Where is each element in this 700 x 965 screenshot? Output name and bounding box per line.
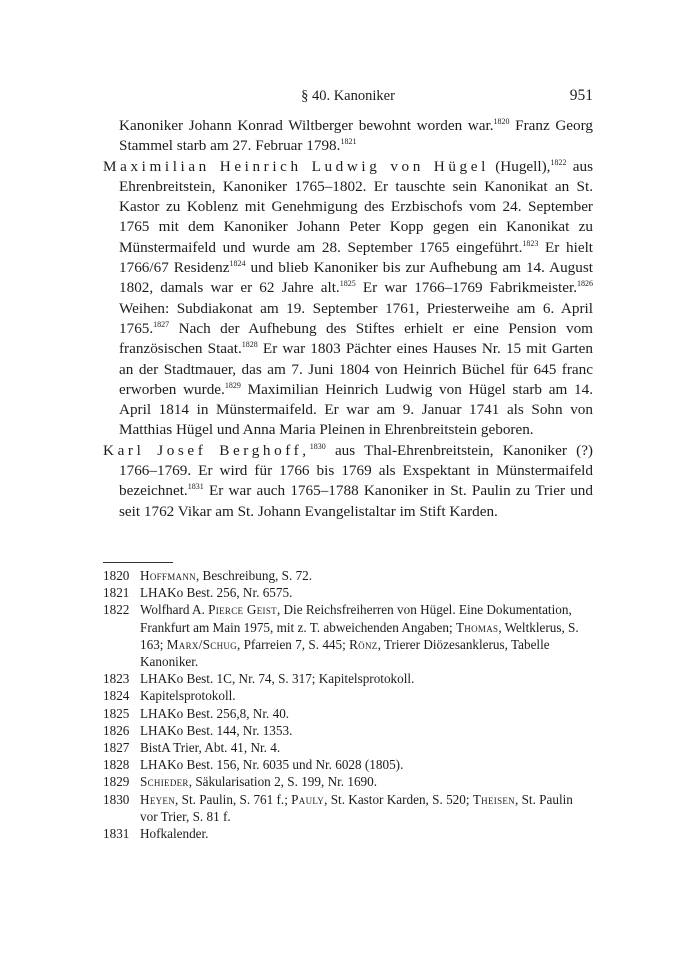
footnote-text: LHAKo Best. 256, Nr. 6575. [140, 585, 293, 601]
entry-text: Nach der Aufhebung des Stiftes erhielt er eine Pension vom französischen Staat. [119, 319, 593, 358]
footnote [103, 567, 593, 584]
footnote-text: , St. Paulin vor Trier, S. 81 f. [140, 791, 573, 824]
footnote [103, 584, 593, 601]
footnote-number: 1829 [103, 774, 130, 790]
entry-text: aus Thal-Ehrenbreitstein, Kanoniker (?) 1766–1769. Er wird für 1766 bis 1769 als Exspektant in Münstermaifeld bezeichnet. [119, 441, 593, 500]
entry-text: Maximilian Heinrich Ludwig von Hügel starb am 14. April 1814 in Münstermaifeld. Er war am 9. Januar 1741 als Sohn von Matthias Hügel und Anna Maria Pleinen in Ehrenbreitstein geboren. [119, 380, 593, 439]
footnote [103, 687, 593, 704]
footnote-text: LHAKo Best. 156, Nr. 6035 und Nr. 6028 (1805). [140, 757, 404, 773]
footnote-ref: 1822 [550, 157, 567, 167]
author-name: Theisen [472, 791, 515, 807]
footnote [103, 670, 593, 687]
footnote-ref: 1825 [339, 279, 356, 289]
footnote [103, 601, 593, 670]
footnote-text: Wolfhard A. [140, 602, 209, 618]
footnote-text: Kapitelsprotokoll. [140, 688, 236, 704]
footnote [103, 773, 593, 790]
entry-text: Weihen: Subdiakonat am 19. September 1761, Priesterweihe am 6. April 1765. [119, 299, 593, 337]
entry-text: aus Ehrenbreitstein, Kanoniker 1765–1802. Er tauschte sein Kanonikat an St. Kastor zu Koblenz mit Genehmigung des Erzbischofs vom 24. September 1765 mit dem Kanoniker Johann Peter Kopp gegen ein Kanonikat zu Münstermaifeld und wurde am 28. September 1765 eingeführt. [119, 157, 594, 256]
footnote-ref: 1828 [241, 340, 258, 350]
footnote [103, 705, 593, 722]
footnote-ref: 1824 [229, 259, 246, 269]
footnote-ref: 1830 [309, 441, 326, 451]
entry-text: Er war 1766–1769 Fabrikmeister. [355, 279, 577, 297]
footnote-number: 1821 [103, 585, 130, 601]
footnote-ref: 1821 [340, 137, 357, 147]
footnote [103, 791, 593, 825]
footnote-text: , Die Reichsfreiherren von Hügel. Eine Dokumentation, Frankfurt am Main 1975, mit z. T. abweichenden Angaben; [140, 602, 572, 635]
footnote-ref: 1829 [224, 380, 241, 390]
footnote-text: , St. Paulin, S. 761 f.; [175, 791, 292, 807]
author-name: Pierce Geist [208, 602, 277, 618]
canon-entry [103, 157, 593, 441]
footnote-text: , Beschreibung, S. 72. [195, 568, 313, 583]
footnote-text: LHAKo Best. 144, Nr. 1353. [140, 722, 293, 738]
footnote-number: 1827 [103, 740, 130, 756]
footnote-text: LHAKo Best. 256,8, Nr. 40. [140, 705, 290, 721]
footnote-ref: 1831 [187, 482, 204, 492]
running-header [103, 86, 593, 106]
page-number: 951 [569, 87, 593, 104]
author-name: Heyen [140, 791, 176, 807]
footnote-text: LHAKo Best. 1C, Nr. 74, S. 317; Kapitelsprotokoll. [140, 671, 415, 687]
footnote-text: , Weltklerus, S. 163; [140, 619, 579, 652]
continuation-paragraph [103, 116, 593, 157]
author-name: Pauly [291, 791, 325, 807]
footnote-number: 1825 [103, 705, 130, 721]
canon-name: Maximilian Heinrich Ludwig von Hügel [103, 157, 489, 175]
footnote-text: BistA Trier, Abt. 41, Nr. 4. [140, 740, 281, 756]
footnote [103, 756, 593, 773]
footnote-number: 1831 [103, 826, 130, 842]
footnote-number: 1826 [103, 722, 130, 738]
footnote [103, 722, 593, 739]
footnote-ref: 1820 [493, 117, 510, 126]
footnote-number: 1830 [103, 791, 130, 807]
footnote [103, 825, 593, 842]
footnote-text: , Pfarreien 7, S. 445; [236, 636, 350, 652]
footnote-number: 1820 [103, 568, 130, 583]
canon-name: Karl Josef Berghoff, [103, 441, 310, 459]
author-name: Marx/Schug [166, 636, 237, 652]
entry-text: Er war 1803 Pächter eines Hauses Nr. 15 mit Garten an der Stadtmauer, das am 7. Juni 1804 von Heinrich Büchel für 645 franc erworben wurde. [119, 340, 593, 398]
footnote-ref: 1826 [577, 279, 593, 289]
footnote-text: , Säkularisation 2, S. 199, Nr. 1690. [188, 774, 378, 790]
footnote-number: 1823 [103, 671, 130, 687]
footnotes [103, 567, 593, 842]
entry-text: und blieb Kanoniker bis zur Aufhebung am 14. August 1802, damals war er 62 Jahre alt. [119, 259, 594, 297]
author-name: Rönz [349, 636, 378, 652]
section-title: § 40. Kanoniker [301, 88, 395, 104]
footnote-text: , Trierer Diözesanklerus, Tabelle Kanoniker. [140, 636, 550, 670]
footnote-number: 1822 [103, 602, 130, 618]
continuation-text: Kanoniker Johann Konrad Wiltberger bewohnt worden war. [119, 117, 494, 134]
continuation-text: Franz Georg Stammel starb am 27. Februar 1798. [119, 117, 594, 155]
author-name: Schieder [140, 774, 189, 790]
footnote-ref: 1827 [153, 319, 170, 329]
author-name: Hoffmann [140, 568, 196, 583]
canon-entry [103, 441, 593, 522]
author-name: Thomas [455, 619, 499, 635]
footnote-text: Hofkalender. [140, 826, 209, 842]
footnote-number: 1828 [103, 757, 130, 773]
footnote-rule [103, 562, 173, 563]
footnote-ref: 1823 [522, 238, 539, 248]
footnote [103, 739, 593, 756]
canon-entries [103, 157, 593, 522]
name-suffix: (Hugell), [488, 157, 551, 175]
footnote-text: , St. Kastor Karden, S. 520; [324, 791, 473, 807]
entry-text: Er war auch 1765–1788 Kanoniker in St. Paulin zu Trier und seit 1762 Vikar am St. Johann Evangelistaltar im Stift Karden. [119, 482, 593, 520]
main-text [103, 116, 593, 522]
footnote-number: 1824 [103, 688, 130, 704]
entry-text: Er hielt 1766/67 Residenz [119, 238, 594, 277]
